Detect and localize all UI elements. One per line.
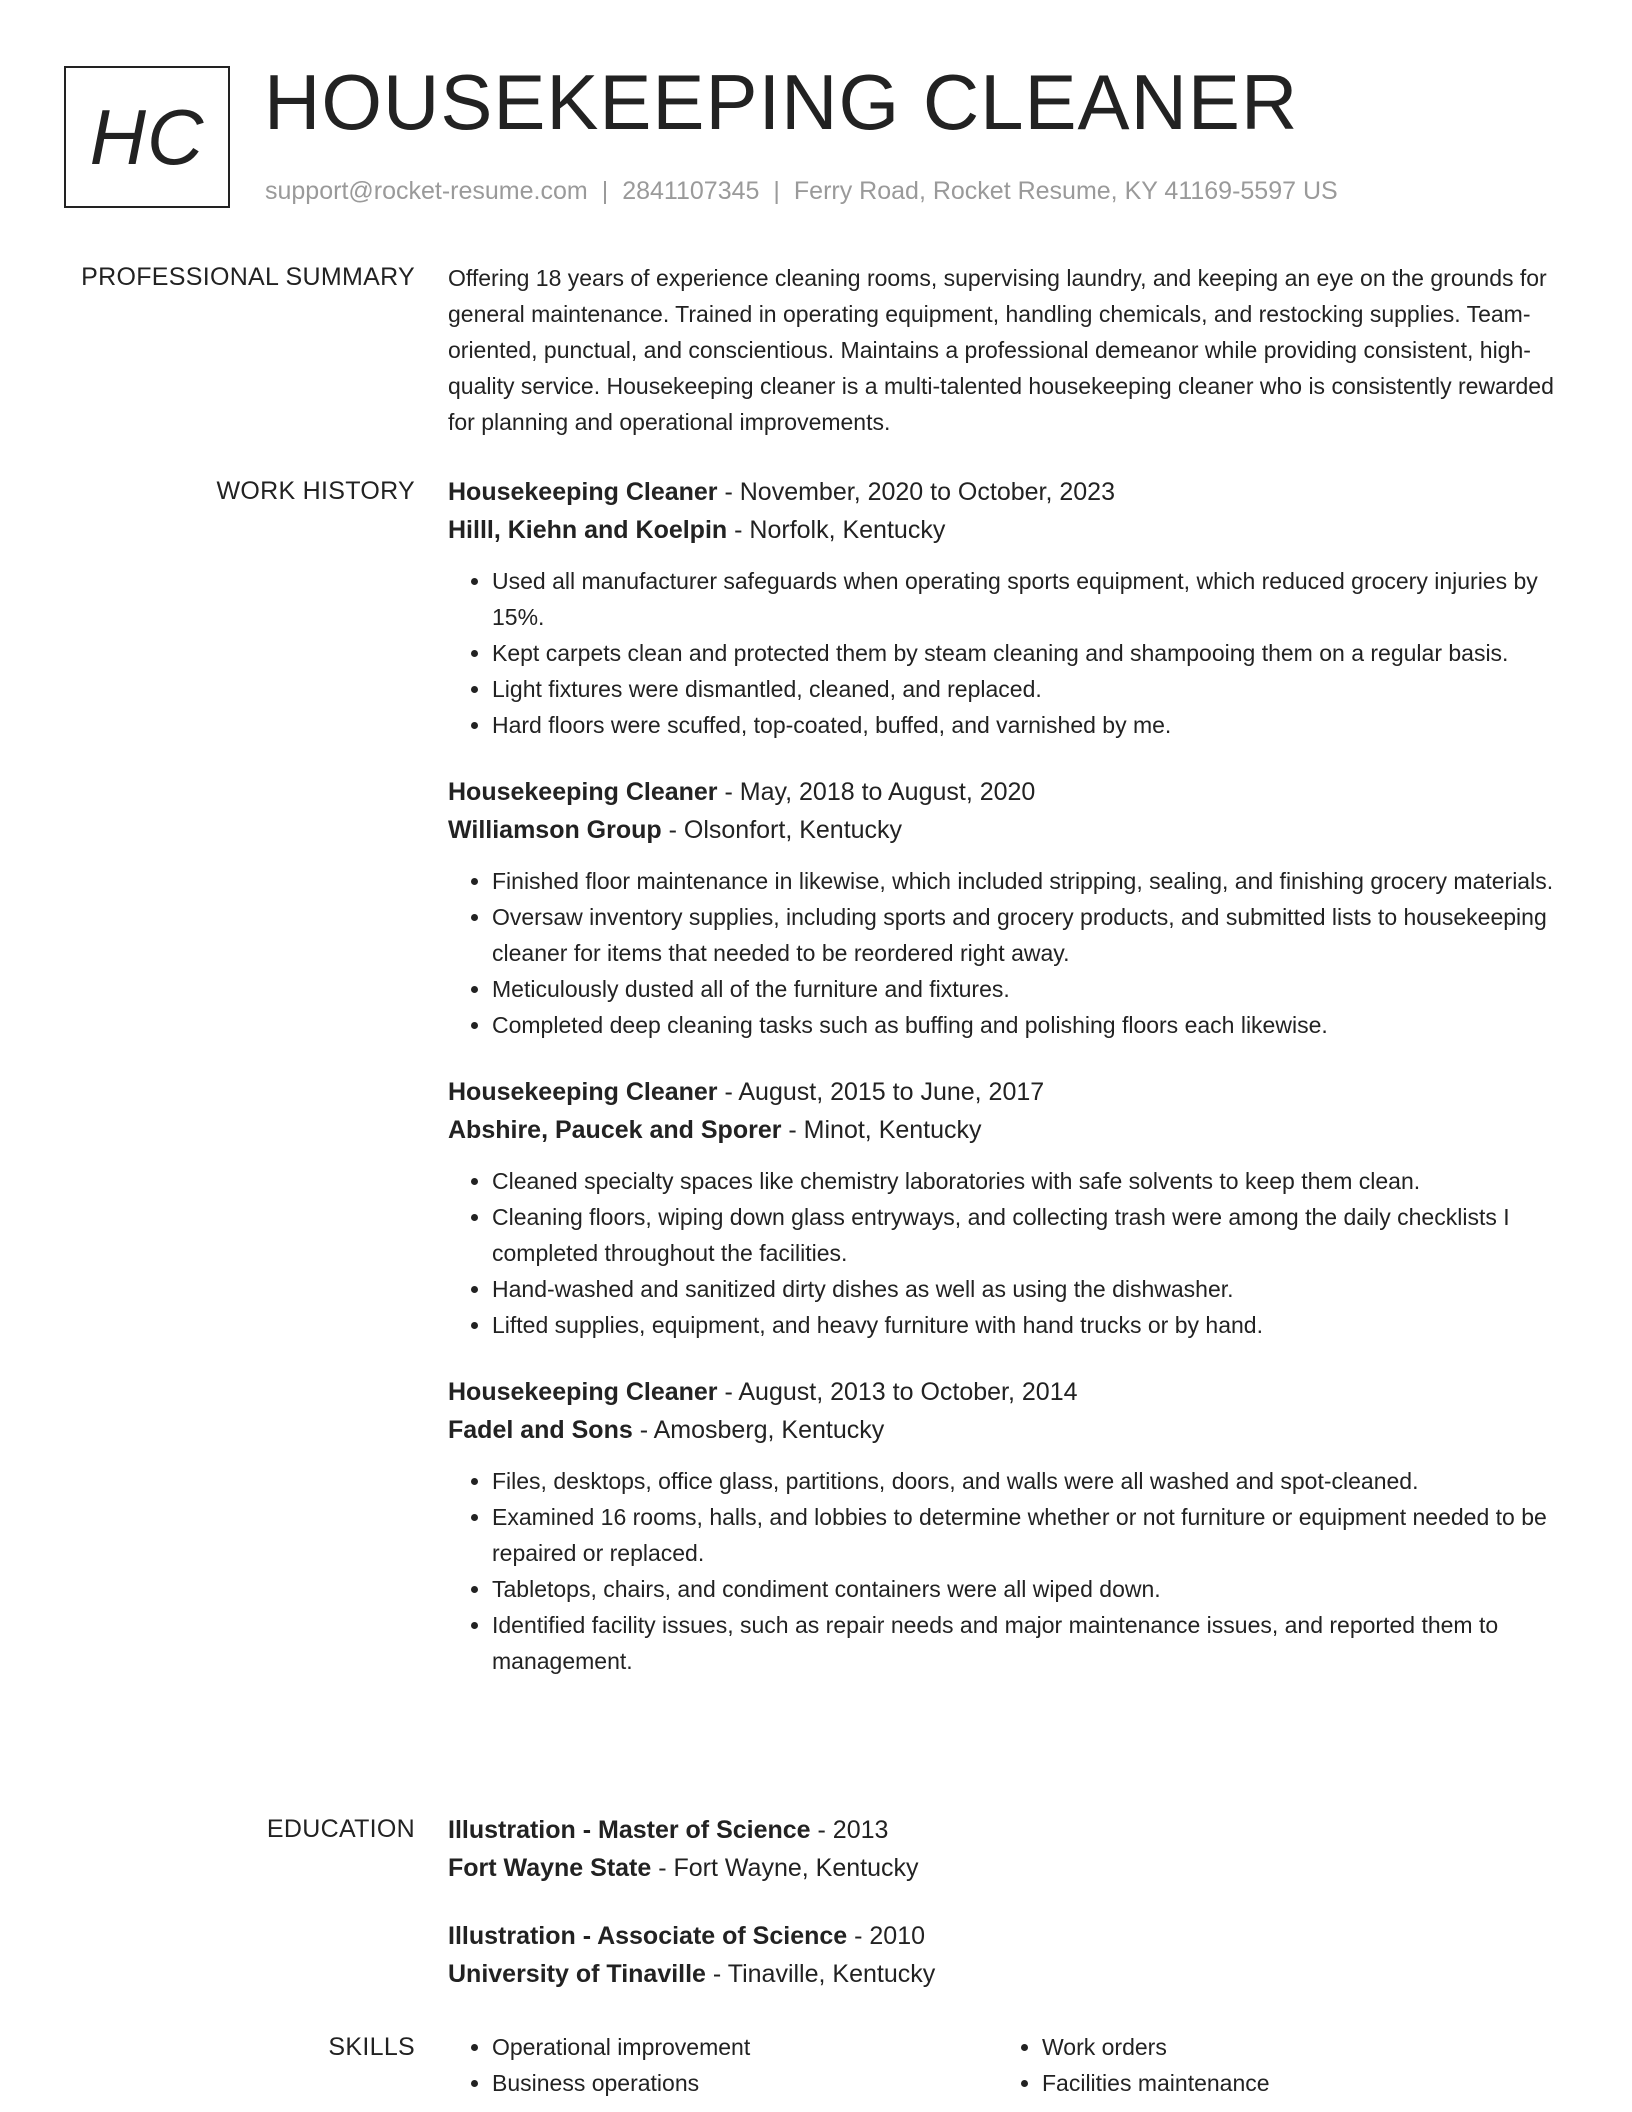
job-bullet: • Files, desktops, office glass, partitions, doors, and walls were all washed and spot-cleaned. (492, 1463, 1568, 1499)
job-dates: - August, 2013 to October, 2014 (717, 1378, 1078, 1406)
job-company-line (448, 811, 1568, 849)
job-title: Housekeeping Cleaner (448, 1078, 718, 1106)
education-entry (448, 1811, 1568, 1887)
section-heading: WORK HISTORY (216, 477, 415, 505)
job-title-line (448, 1073, 1568, 1111)
monogram-logo: HC (64, 66, 230, 208)
job-location: - Norfolk, Kentucky (727, 516, 946, 544)
education-body (448, 1811, 1568, 2023)
section-heading: PROFESSIONAL SUMMARY (81, 263, 415, 291)
education-entry (448, 1917, 1568, 1993)
job-company: Fadel and Sons (448, 1416, 633, 1444)
job-bullets (448, 863, 1568, 1043)
education-school: University of Tinaville (448, 1960, 706, 1988)
education-degree-line (448, 1917, 1568, 1955)
job-bullet: • Light fixtures were dismantled, cleaned, and replaced. (492, 671, 1568, 707)
job-entry (448, 1373, 1568, 1679)
job-bullet: • Completed deep cleaning tasks such as buffing and polishing floors each likewise. (492, 1007, 1568, 1043)
contact-line (265, 174, 1338, 208)
job-bullets (448, 1463, 1568, 1679)
job-title: Housekeeping Cleaner (448, 778, 718, 806)
work-history-body (448, 473, 1568, 1709)
education-year: - 2013 (810, 1816, 889, 1844)
education-degree: Illustration - Master of Science (448, 1816, 811, 1844)
education-location: - Fort Wayne, Kentucky (651, 1854, 919, 1882)
job-bullet: • Kept carpets clean and protected them by steam cleaning and shampooing them on a regular basis. (492, 635, 1568, 671)
education-degree-line (448, 1811, 1568, 1849)
job-company-line (448, 1411, 1568, 1449)
job-bullet: • Finished floor maintenance in likewise, which included stripping, sealing, and finishing grocery materials. (492, 863, 1568, 899)
job-company: Abshire, Paucek and Sporer (448, 1116, 782, 1144)
job-bullet: • Hand-washed and sanitized dirty dishes as well as using the dishwasher. (492, 1271, 1568, 1307)
skill-item: • Operational improvement (492, 2029, 998, 2065)
education-year: - 2010 (847, 1922, 926, 1950)
job-company: Hilll, Kiehn and Koelpin (448, 516, 728, 544)
job-bullet: • Hard floors were scuffed, top-coated, buffed, and varnished by me. (492, 707, 1568, 743)
job-entry (448, 773, 1568, 1043)
job-title-line (448, 773, 1568, 811)
skills-column (448, 2029, 998, 2101)
skills-column (998, 2029, 1548, 2101)
education-school: Fort Wayne State (448, 1854, 652, 1882)
job-bullet: • Lifted supplies, equipment, and heavy furniture with hand trucks or by hand. (492, 1307, 1568, 1343)
contact-separator: | (773, 177, 780, 205)
skills-body (448, 2029, 1568, 2101)
education-location: - Tinaville, Kentucky (705, 1960, 936, 1988)
job-title: Housekeeping Cleaner (448, 1378, 718, 1406)
summary-text: Offering 18 years of experience cleaning rooms, supervising laundry, and keeping an eye on the grounds for general maintenance. Trained in operating equipment, handling chemicals, and restocking supplies. Team-oriented, punctual, and conscientious. Maintains a professional demeanor while providing consistent, high-quality service. Housekeeping cleaner is a multi-talented housekeeping cleaner who is consistently rewarded for planning and operational improvements. (448, 265, 1554, 435)
job-title-line (448, 1373, 1568, 1411)
job-entry (448, 473, 1568, 743)
job-company-line (448, 511, 1568, 549)
job-dates: - November, 2020 to October, 2023 (717, 478, 1115, 506)
summary-body (448, 260, 1568, 440)
job-title: Housekeeping Cleaner (448, 478, 718, 506)
job-location: - Minot, Kentucky (781, 1116, 982, 1144)
job-bullet: • Examined 16 rooms, halls, and lobbies to determine whether or not furniture or equipment needed to be repaired or replaced. (492, 1499, 1568, 1571)
job-entry (448, 1073, 1568, 1343)
job-bullet: • Tabletops, chairs, and condiment containers were all wiped down. (492, 1571, 1568, 1607)
skills-grid (448, 2029, 1568, 2101)
contact-phone: 2841107345 (622, 177, 760, 205)
education-school-line (448, 1955, 1568, 1993)
job-bullet: • Used all manufacturer safeguards when operating sports equipment, which reduced grocery injuries by 15%. (492, 563, 1568, 635)
contact-separator: | (601, 177, 609, 205)
skill-item: • Facilities maintenance (1042, 2065, 1548, 2101)
contact-address: Ferry Road, Rocket Resume, KY 41169-5597 US (793, 177, 1338, 205)
job-company-line (448, 1111, 1568, 1149)
skill-item: • Business operations (492, 2065, 998, 2101)
contact-email: support@rocket-resume.com (265, 177, 588, 205)
job-bullet: • Meticulously dusted all of the furniture and fixtures. (492, 971, 1568, 1007)
job-location: - Olsonfort, Kentucky (661, 816, 903, 844)
job-dates: - August, 2015 to June, 2017 (717, 1078, 1045, 1106)
job-title-line (448, 473, 1568, 511)
page-title: HOUSEKEEPING CLEANER (264, 58, 1299, 146)
job-bullet: • Cleaned specialty spaces like chemistry laboratories with safe solvents to keep them clean. (492, 1163, 1568, 1199)
section-heading: SKILLS (328, 2033, 415, 2061)
job-bullet: • Oversaw inventory supplies, including sports and grocery products, and submitted lists to housekeeping cleaner for items that needed to be reordered right away. (492, 899, 1568, 971)
education-degree: Illustration - Associate of Science (448, 1922, 848, 1950)
job-location: - Amosberg, Kentucky (632, 1416, 885, 1444)
job-bullet: • Cleaning floors, wiping down glass entryways, and collecting trash were among the daily checklists I completed throughout the facilities. (492, 1199, 1568, 1271)
skill-item: • Work orders (1042, 2029, 1548, 2065)
job-dates: - May, 2018 to August, 2020 (717, 778, 1036, 806)
job-bullets (448, 563, 1568, 743)
education-school-line (448, 1849, 1568, 1887)
section-heading: EDUCATION (266, 1815, 415, 1843)
job-bullet: • Identified facility issues, such as repair needs and major maintenance issues, and reported them to management. (492, 1607, 1568, 1679)
job-bullets (448, 1163, 1568, 1343)
job-company: Williamson Group (448, 816, 662, 844)
